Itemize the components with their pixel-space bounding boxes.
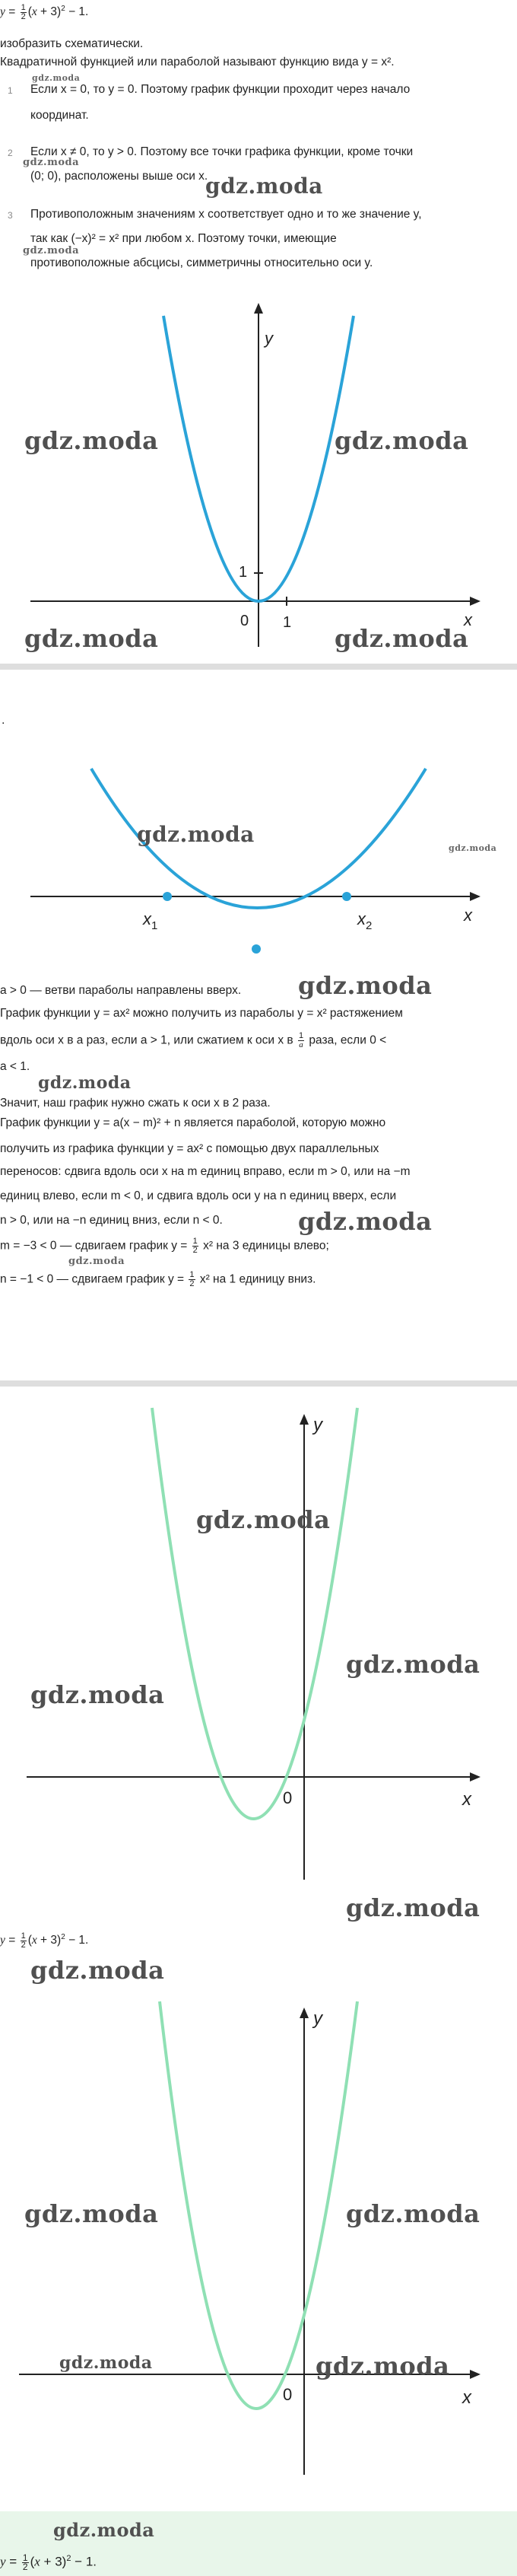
vertex-point — [252, 944, 261, 954]
fraction-half — [192, 1237, 198, 1255]
property-1-line-2: координат. — [30, 109, 89, 122]
watermark: gdz.moda — [335, 624, 469, 653]
formula-mid: y = $\frac{1}{2}$ $(x + 3)^2 - 1$. — [0, 1931, 89, 1950]
origin-label: 0 — [240, 613, 249, 629]
fraction-half — [189, 1271, 195, 1288]
x-axis-label: x — [464, 906, 472, 925]
m-shift-line — [0, 1237, 329, 1255]
y-axis-label: y — [313, 2008, 322, 2029]
watermark: gdz.moda — [205, 174, 323, 199]
root-2-main: x — [357, 909, 366, 928]
watermark: gdz.moda — [346, 1893, 481, 1922]
m-shift-text: m = −3 < 0 — сдвигаем график y = — [0, 1239, 188, 1253]
root-1-label — [142, 909, 157, 932]
root-1-main: x — [143, 909, 151, 928]
property-2-line-2: (0; 0), расположены выше оси x. — [30, 170, 208, 183]
property-3-line-3: противоположные абсцисы, симметричны относительно оси y. — [30, 256, 373, 269]
origin-label: 0 — [283, 2385, 293, 2404]
y-axis-label: y — [265, 329, 273, 348]
origin-label: 0 — [283, 1788, 293, 1807]
shift-line-4: единиц влево, если m < 0, и сдвига вдоль оси y на n единиц вверх, если — [0, 1189, 397, 1202]
x-axis-arrow — [470, 597, 481, 606]
property-2-line-1: Если x ≠ 0, то y > 0. Поэтому все точки графика функции, кроме точки — [30, 145, 414, 158]
stretch-line-2-text: вдоль оси x в a раз, если a > 1, или сжатием к оси x в — [0, 1033, 293, 1047]
n-shift-line — [0, 1271, 316, 1288]
x-axis-label: x — [462, 1789, 471, 1810]
parabola-graph-2 — [0, 761, 517, 982]
shift-line-3: переносов: сдвига вдоль оси x на m единиц вправо, если m > 0, или на −m — [0, 1165, 411, 1178]
m-shift-text-end: x² на 3 единицы влево; — [203, 1239, 329, 1253]
definition-line: Квадратичной функцией или параболой называют функцию вида y = x². — [0, 56, 395, 68]
parabola-curve — [152, 1408, 357, 1819]
watermark-small: gdz.moda — [23, 157, 80, 168]
property-number-3: 3 — [8, 210, 13, 221]
section-divider — [0, 1380, 517, 1387]
watermark: gdz.moda — [30, 1956, 165, 1985]
y-axis-arrow — [254, 303, 263, 314]
watermark: gdz.moda — [53, 2519, 155, 2541]
x-axis-arrow — [470, 2370, 481, 2379]
watermark: gdz.moda — [298, 1207, 433, 1236]
n-shift-text: n = −1 < 0 — сдвигаем график y = — [0, 1272, 185, 1286]
tick-x-label: 1 — [283, 614, 292, 631]
watermark: gdz.moda — [298, 971, 433, 1000]
watermark: gdz.moda — [30, 1680, 165, 1709]
shift-line-2: получить из графика функции y = ax² с помощью двух параллельных — [0, 1142, 379, 1155]
y-axis-arrow — [300, 1414, 309, 1425]
stretch-line-1: График функции y = ax² можно получить из параболы y = x² растяжением — [0, 1007, 403, 1020]
stretch-line-2-end: раза, если 0 < — [309, 1033, 387, 1047]
x-axis-label: x — [462, 2387, 471, 2408]
fraction-numerator: 1 — [189, 1270, 195, 1279]
fraction-numerator: 1 — [298, 1031, 304, 1040]
shift-line-5: n > 0, или на −n единиц вниз, если n < 0. — [0, 1214, 223, 1227]
watermark: gdz.moda — [335, 426, 469, 455]
root-2-label — [357, 909, 372, 932]
stretch-line-2 — [0, 1032, 386, 1049]
parabola-graph-3 — [0, 1393, 517, 1887]
dot-separator: . — [2, 714, 5, 727]
watermark-small: gdz.moda — [32, 73, 81, 83]
watermark: gdz.moda — [346, 1650, 481, 1679]
watermark: gdz.moda — [196, 1505, 331, 1534]
property-3-line-2: так как (−x)² = x² при любом x. Поэтому точки, имеющие — [30, 232, 337, 245]
fraction-denominator: 2 — [192, 1246, 198, 1255]
root-1-sub: 1 — [151, 919, 158, 932]
a-positive-line: a > 0 — ветви параболы направлены вверх. — [0, 984, 242, 997]
root-2-sub: 2 — [366, 919, 373, 932]
fraction-numerator: 1 — [192, 1237, 198, 1246]
watermark: gdz.moda — [38, 1073, 132, 1093]
parabola-graph-4 — [0, 1994, 517, 2481]
property-3-line-1: Противоположным значениям x соответствует одно и то же значение y, — [30, 208, 422, 221]
shift-line-1: График функции y = a(x − m)² + n является параболой, которую можно — [0, 1116, 386, 1129]
watermark: gdz.moda — [316, 2352, 450, 2380]
property-number-1: 1 — [8, 85, 13, 96]
parabola-graph-1 — [0, 282, 517, 677]
sketch-line: изобразить схематически. — [0, 37, 144, 50]
y-axis-label: y — [313, 1415, 322, 1435]
fraction-denominator: 2 — [189, 1279, 195, 1288]
watermark: gdz.moda — [346, 2199, 481, 2228]
property-1-line-1: Если x = 0, то y = 0. Поэтому график функции проходит через начало — [30, 83, 411, 96]
x-axis-arrow — [470, 892, 481, 901]
x-axis-label: x — [464, 610, 472, 629]
formula-top: y = $\frac{1}{2}$ $(x + 3)^2 - 1$. — [0, 2, 89, 21]
watermark: gdz.moda — [24, 2199, 159, 2228]
section-divider — [0, 664, 517, 670]
x-axis-arrow — [470, 1772, 481, 1782]
watermark-small: gdz.moda — [68, 1256, 125, 1267]
root-2-point — [342, 892, 351, 901]
stretch-line-3: a < 1. — [0, 1060, 30, 1073]
formula-bottom: y = $\frac{1}{2}$ $(x + 3)^2 - 1$. — [0, 2552, 97, 2572]
watermark: gdz.moda — [24, 624, 159, 653]
y-axis-arrow — [300, 2008, 309, 2018]
shrink-line: Значит, наш график нужно сжать к оси x в 2 раза. — [0, 1097, 271, 1110]
tick-y-label: 1 — [239, 564, 248, 581]
watermark-small: gdz.moda — [449, 843, 497, 853]
watermark: gdz.moda — [59, 2353, 153, 2373]
watermark-small: gdz.moda — [23, 245, 80, 256]
fraction-denominator: a — [299, 1040, 303, 1049]
watermark: gdz.moda — [137, 822, 255, 847]
n-shift-text-end: x² на 1 единицу вниз. — [199, 1272, 316, 1286]
watermark: gdz.moda — [24, 426, 159, 455]
fraction-one-over-a — [298, 1032, 304, 1049]
root-1-point — [163, 892, 172, 901]
parabola-curve — [160, 2001, 357, 2409]
property-number-2: 2 — [8, 148, 13, 158]
